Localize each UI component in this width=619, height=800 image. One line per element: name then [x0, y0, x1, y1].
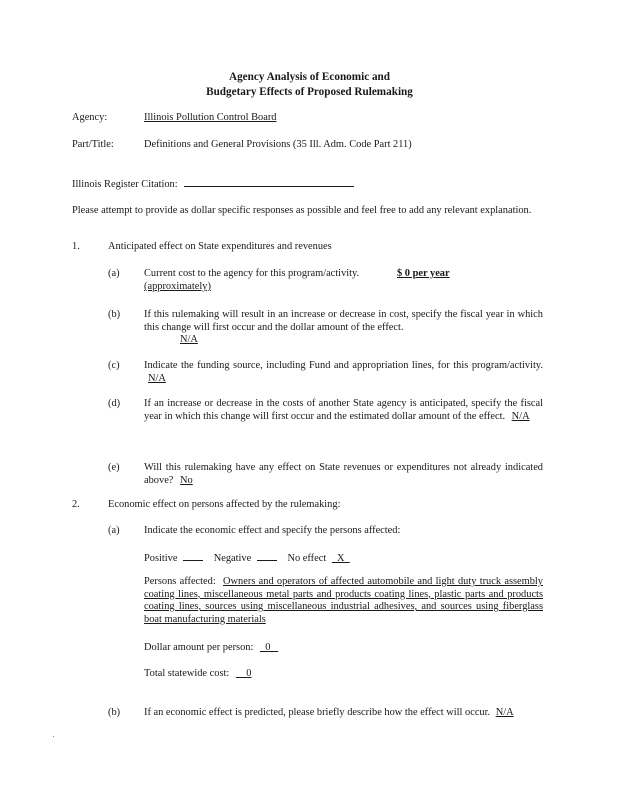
dollar-per-person	[144, 641, 278, 654]
dollar-per-person-label: Dollar amount per person:	[144, 642, 254, 653]
section-2-heading: Economic effect on persons affected by the rulemaking:	[108, 499, 341, 510]
total-statewide-cost	[144, 667, 251, 680]
persons-affected-value: Owners and operators of affected automobile and light duty truck assembly coating lines, miscellaneous metal parts and products coating lines, plastic parts and products coating lines, sources using miscellaneous industrial adhesives, and sources using fiberglass boat manufacturing materials	[144, 576, 544, 625]
item-1d-label: (d)	[108, 398, 121, 409]
item-1a-text: Current cost to the agency for this program/activity.	[144, 268, 360, 279]
item-1d-block	[144, 397, 543, 423]
total-statewide-cost-value: 0	[246, 668, 252, 679]
item-2a-label: (a)	[108, 525, 120, 536]
scan-speck	[53, 736, 54, 737]
item-2b-label: (b)	[108, 707, 121, 718]
item-2b-answer: N/A	[495, 707, 514, 718]
item-1a-answer-note: (approximately)	[144, 281, 211, 292]
item-1e-block	[144, 461, 543, 487]
section-2-number: 2.	[72, 499, 80, 510]
negative-label: Negative	[213, 553, 252, 564]
item-1b-label: (b)	[108, 309, 121, 320]
section-1-heading: Anticipated effect on State expenditures and revenues	[108, 241, 332, 252]
no-effect-mark: X	[337, 553, 345, 564]
item-1e-text: Will this rulemaking have any effect on State revenues or expenditures not already indicated above?	[144, 462, 543, 486]
total-statewide-cost-label: Total statewide cost:	[144, 668, 230, 679]
item-1a-label: (a)	[108, 268, 120, 279]
instructions: Please attempt to provide as dollar specific responses as possible and feel free to add any relevant explanation.	[72, 205, 532, 216]
item-1b-text: If this rulemaking will result in an increase or decrease in cost, specify the fiscal year in which this change will first occur and the dollar amount of the effect.	[144, 309, 543, 333]
item-1a-answer: $ 0 per year	[397, 268, 450, 279]
item-2a-text: Indicate the economic effect and specify the persons affected:	[144, 525, 401, 536]
part-title-value: Definitions and General Provisions (35 Ill. Adm. Code Part 211)	[144, 139, 412, 150]
item-1c-text: Indicate the funding source, including Fund and appropriation lines, for this program/activity.	[144, 360, 543, 371]
agency-label: Agency:	[72, 112, 108, 123]
no-effect-mark-wrap	[332, 553, 350, 564]
item-2b-block	[144, 706, 514, 719]
title-line-1: Agency Analysis of Economic and	[229, 71, 390, 83]
item-1c-answer: N/A	[148, 373, 166, 384]
item-1e-label: (e)	[108, 462, 120, 473]
register-citation-blank	[184, 176, 354, 187]
agency-value: Illinois Pollution Control Board	[144, 112, 277, 123]
effect-options	[144, 550, 350, 565]
positive-label: Positive	[144, 553, 178, 564]
item-1d-text: If an increase or decrease in the costs of another State agency is anticipated, specify the fiscal year in which this change will first occur and the estimated dollar amount of the effect.	[144, 398, 543, 422]
item-1d-answer: N/A	[511, 411, 530, 422]
item-1c-label: (c)	[108, 360, 120, 371]
persons-affected-label: Persons affected:	[144, 576, 216, 587]
total-statewide-cost-value-wrap	[236, 668, 252, 679]
item-1b-answer: N/A	[180, 334, 198, 345]
no-effect-label: No effect	[287, 553, 327, 564]
dollar-per-person-value-wrap	[260, 642, 278, 653]
positive-blank	[183, 550, 203, 561]
persons-affected-block	[144, 576, 543, 626]
register-citation-text: Illinois Register Citation:	[72, 179, 178, 190]
item-1e-answer: No	[180, 475, 193, 486]
item-1c-block	[144, 359, 543, 385]
register-citation-label	[72, 176, 354, 191]
dollar-per-person-value: 0	[265, 642, 271, 653]
item-2b-text: If an economic effect is predicted, please briefly describe how the effect will occur.	[144, 707, 491, 718]
section-1-number: 1.	[72, 241, 80, 252]
part-title-label: Part/Title:	[72, 139, 114, 150]
title-line-2: Budgetary Effects of Proposed Rulemaking	[206, 86, 413, 98]
negative-blank	[257, 550, 277, 561]
